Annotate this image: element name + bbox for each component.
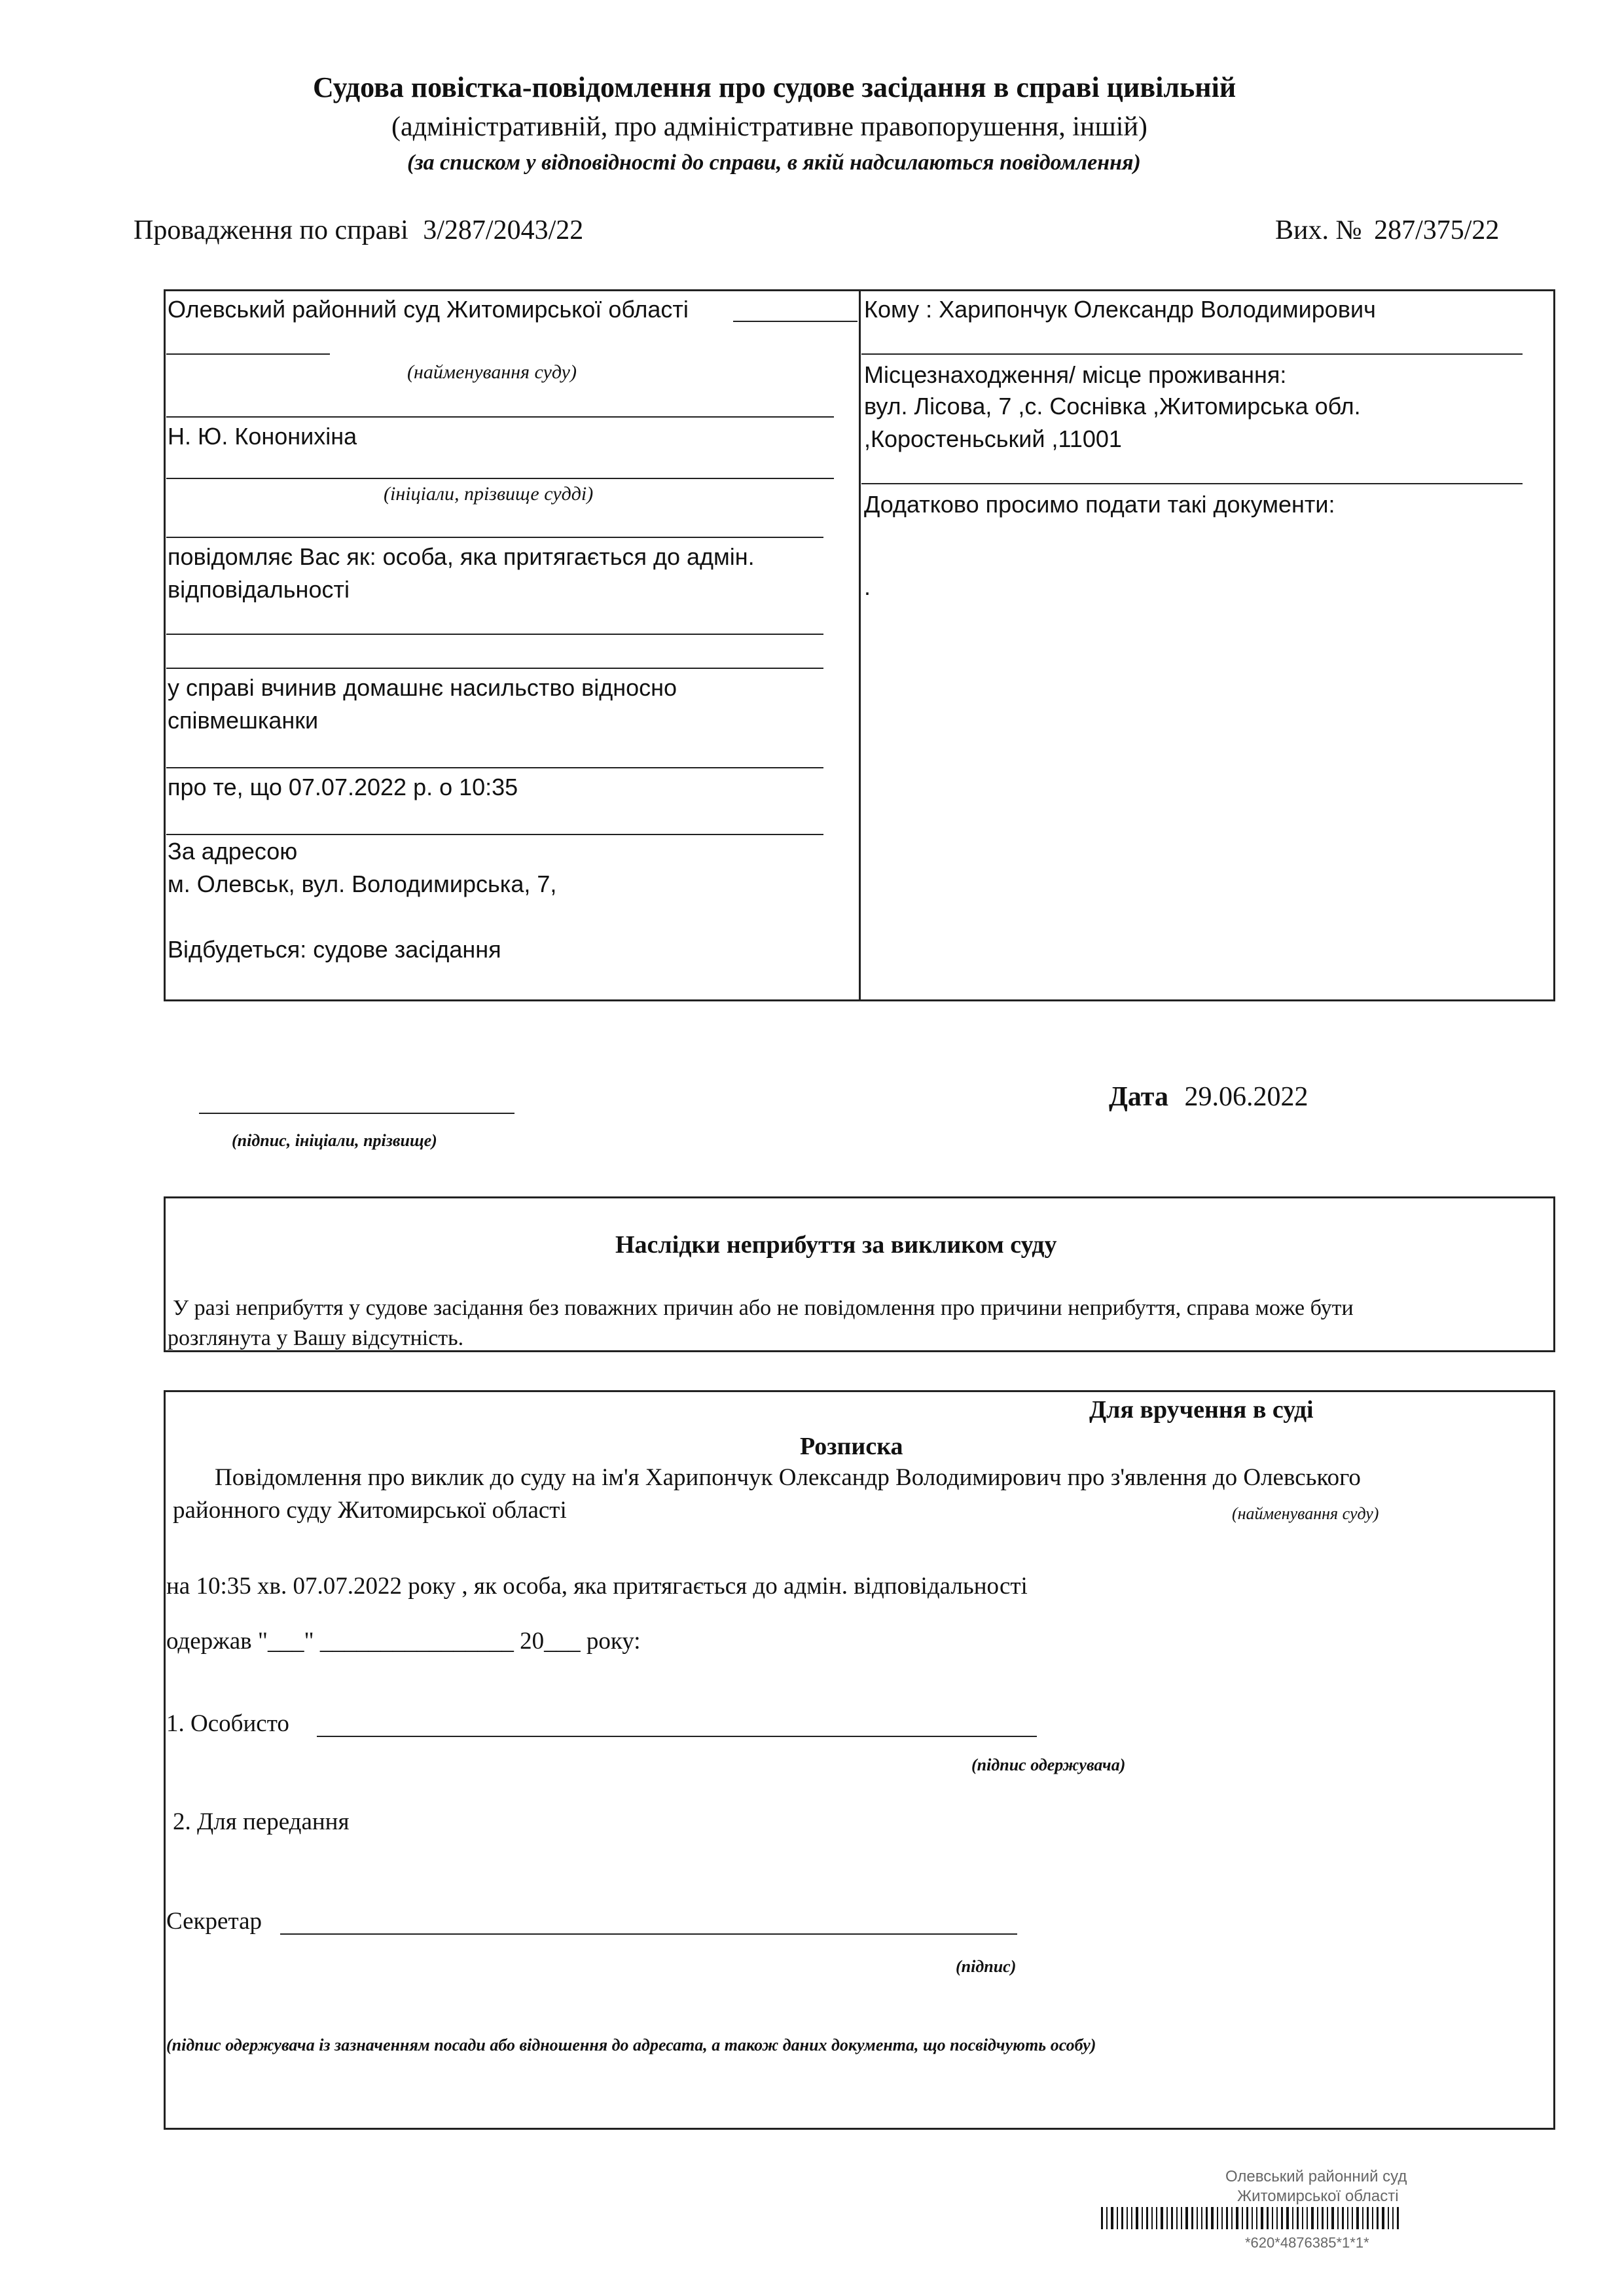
signature-caption: (підпис, ініціали, прізвище) [232,1131,437,1150]
recipient-signature-caption: (підпис одержувача) [971,1755,1126,1774]
judge-name: Н. Ю. Кононихіна [168,423,357,450]
notify-role-line-1: повідомляє Вас як: особа, яка притягається до адмін. [168,543,755,570]
location-label: Місцезнаходження/ місце проживання: [864,361,1287,388]
document-subtitle: (адміністративній, про адміністративне правопорушення, іншій) [391,112,1147,142]
received-line: одержав "___" ________________ 20___ року: [166,1628,641,1655]
judge-caption: (ініціали, прізвище судді) [384,483,594,505]
receipt-time-line: на 10:35 хв. 07.07.2022 року , як особа, яка притягається до адмін. відповідальності [166,1573,1028,1600]
case-description-line-2: співмешканки [168,707,319,734]
consequences-title: Наслідки неприбуття за викликом суду [615,1231,1057,1259]
event-line: Відбудеться: судове засідання [168,936,501,963]
secretary-label: Секретар [166,1908,262,1935]
for-transfer-label: 2. Для передання [173,1808,350,1835]
case-description-line-1: у справі вчинив домашнє насильство відносно [168,674,677,701]
notify-role-line-2: відповідальності [168,576,350,603]
recipient-address-line-1: вул. Лісова, 7 ,с. Соснівка ,Житомирська обл. [864,393,1361,420]
column-divider [859,289,861,1001]
proceeding-number: 3/287/2043/22 [423,215,584,245]
secretary-signature-caption: (підпис) [956,1957,1017,1976]
extra-documents-label: Додатково просимо подати такі документи: [864,491,1335,518]
barcode-text: *620*4876385*1*1* [1245,2234,1369,2251]
receipt-title: Розписка [800,1433,903,1460]
receipt-line-2: районного суду Житомирської області [173,1497,567,1524]
barcode [1101,2207,1402,2229]
recipient-address-line-2: ,Коростеньський ,11001 [864,425,1122,452]
receipt-court-caption: (найменування суду) [1232,1504,1379,1523]
court-address: м. Олевськ, вул. Володимирська, 7, [168,870,557,897]
document-note: (за списком у відповідності до справи, в якій надсилаються повідомлення) [407,151,1141,175]
document-title: Судова повістка-повідомлення про судове засідання в справі цивільній [313,71,1236,103]
proceeding-label: Провадження по справі [134,215,408,245]
outgoing-number: 287/375/22 [1374,215,1500,245]
recipient-line: Кому : Харипончук Олександр Володимирович [864,296,1376,323]
receipt-footer-note: (підпис одержувача із зазначенням посади або відношення до адресата, а також даних документа, що посвідчують особу) [166,2036,1096,2054]
date-line [1109,1081,1308,1113]
outgoing-number-line [1275,215,1499,246]
personally-label: 1. Особисто [166,1710,289,1737]
consequences-text-line-2: розглянута у Вашу відсутність. [168,1326,464,1350]
receipt-line-1: Повідомлення про виклик до суду на ім'я Харипончук Олександр Володимирович про з'явлення до Олевського [215,1464,1361,1491]
proceeding-line [134,215,583,246]
court-name: Олевський районний суд Житомирської області [168,296,689,323]
date-label: Дата [1109,1082,1168,1112]
outgoing-label: Вих. № [1275,215,1362,245]
for-court-label: Для вручення в суді [1089,1396,1314,1424]
extra-documents-value: . [864,573,871,600]
footer-court-line-2: Житомирської області [1237,2187,1399,2205]
address-label: За адресою [168,838,298,865]
date-value: 29.06.2022 [1184,1082,1308,1112]
court-caption: (найменування суду) [407,361,577,383]
hearing-date-line: про те, що 07.07.2022 р. о 10:35 [168,774,518,800]
footer-court-line-1: Олевський районний суд [1225,2168,1407,2185]
consequences-text-line-1: У разі неприбуття у судове засідання без поважних причин або не повідомлення про причини неприбуття, справа може бути [173,1296,1354,1320]
